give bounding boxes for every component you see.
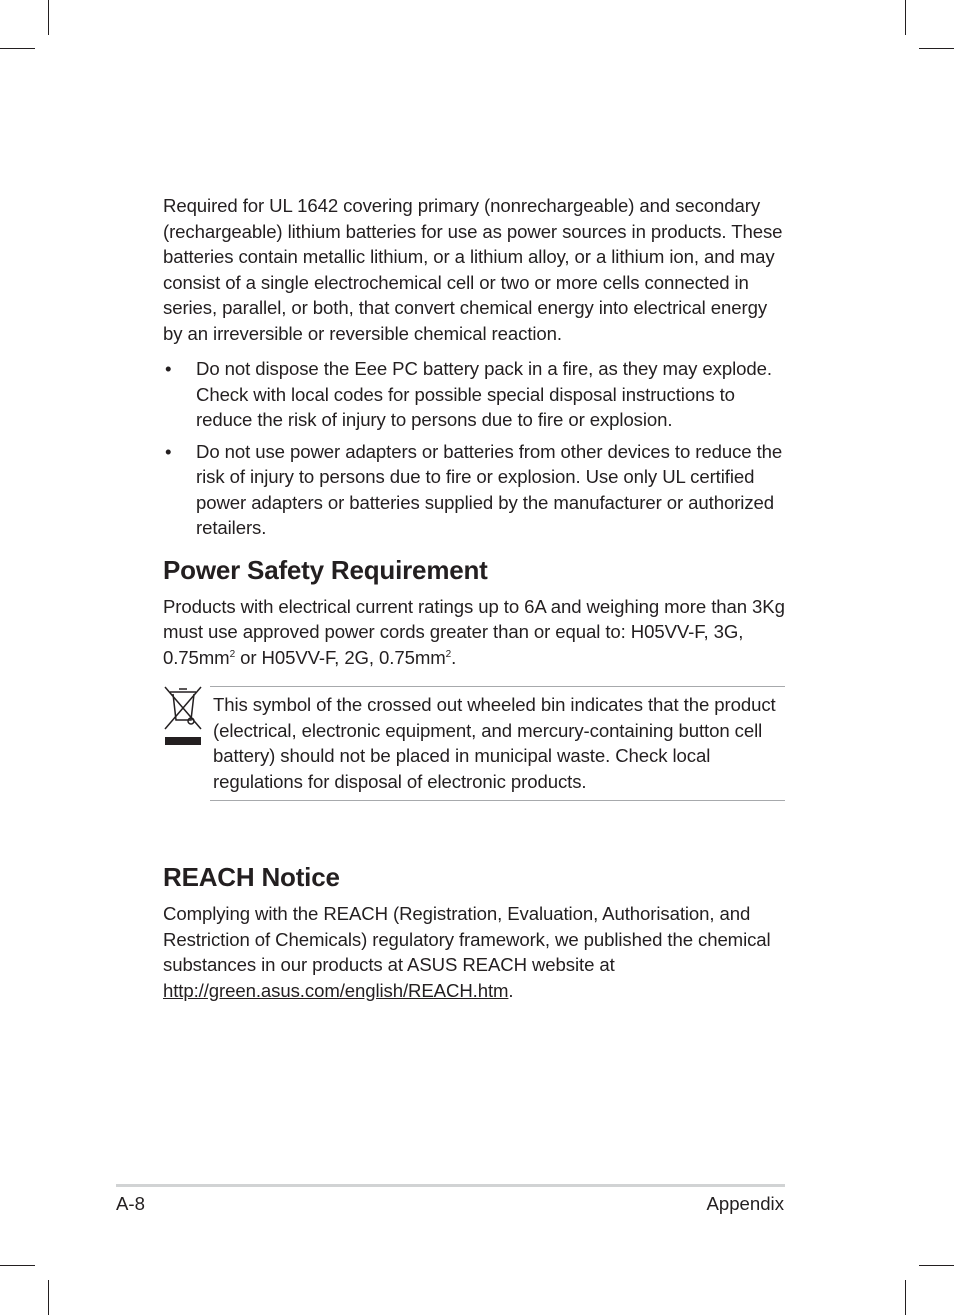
reach-link[interactable]: http://green.asus.com/english/REACH.htm bbox=[163, 979, 509, 1001]
power-safety-heading: Power Safety Requirement bbox=[163, 554, 488, 585]
reach-text-part: Complying with the REACH (Registration, Evaluation, Authorisation, and Restriction of Chemicals) regulatory framework, we published the chemical substances in our products at ASUS REACH website at bbox=[163, 903, 771, 975]
bullet-marker: • bbox=[165, 358, 172, 379]
footer-section-title: Appendix bbox=[706, 1193, 784, 1214]
power-safety-text-part: Products with electrical current ratings up to 6A and weighing more than 3Kg must use approved power cords greater than or equal to: H05VV-F, 3G, 0.75mm bbox=[163, 595, 785, 668]
list-item bbox=[163, 439, 785, 541]
power-safety-section bbox=[163, 555, 785, 671]
superscript: 2 bbox=[229, 648, 236, 660]
crop-mark bbox=[919, 1265, 954, 1266]
page-number: A-8 bbox=[116, 1193, 145, 1214]
power-safety-text-part: . bbox=[451, 646, 457, 668]
reach-heading: REACH Notice bbox=[163, 862, 340, 892]
power-safety-text-part: or H05VV-F, 2G, 0.75mm bbox=[235, 646, 446, 668]
list-item bbox=[163, 356, 785, 433]
superscript: 2 bbox=[445, 648, 452, 660]
crop-mark bbox=[48, 1280, 49, 1315]
crossed-out-wheeled-bin-icon bbox=[163, 686, 203, 748]
page-content bbox=[163, 193, 785, 1003]
crop-mark bbox=[919, 48, 954, 49]
reach-text-part: . bbox=[508, 979, 514, 1001]
bin-notice bbox=[163, 686, 785, 799]
bullet-text: Do not dispose the Eee PC battery pack in a fire, as they may explode. Check with local codes for possible special disposal instructions to reduce the risk of injury to persons due to fire or explosion. bbox=[196, 358, 772, 430]
reach-text bbox=[163, 901, 785, 1003]
battery-warnings-list bbox=[163, 356, 785, 541]
crop-mark bbox=[905, 0, 906, 35]
power-safety-text bbox=[163, 594, 785, 671]
crop-mark bbox=[0, 48, 35, 49]
crop-mark bbox=[905, 1280, 906, 1315]
reach-section bbox=[163, 862, 785, 1003]
footer-divider bbox=[116, 1184, 785, 1187]
bin-notice-text: This symbol of the crossed out wheeled bin indicates that the product (electrical, electronic equipment, and mercury-containing button cell battery) should not be placed in municipal waste. Check local regulations for disposal of electronic products. bbox=[210, 686, 785, 801]
bullet-text: Do not use power adapters or batteries from other devices to reduce the risk of injury to persons due to fire or explosion. Use only UL certified power adapters or batteries supplied by the manufacturer or authorized retailers. bbox=[196, 440, 783, 538]
bullet-marker: • bbox=[165, 440, 172, 462]
crop-mark bbox=[48, 0, 49, 35]
crop-mark bbox=[0, 1265, 35, 1266]
intro-paragraph: Required for UL 1642 covering primary (nonrechargeable) and secondary (rechargeable) lithium batteries for use as power sources in products. These batteries contain metallic lithium, or a lithium alloy, or a lithium ion, and may consist of a single electrochemical cell or two or more cells connected in series, parallel, or both, that convert chemical energy into electrical energy by an irreversible or reversible chemical reaction. bbox=[163, 195, 783, 344]
